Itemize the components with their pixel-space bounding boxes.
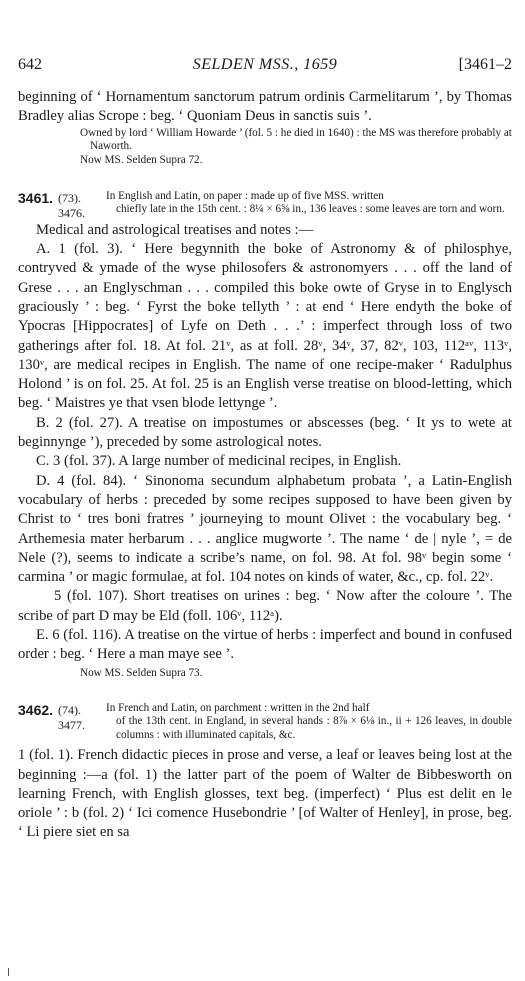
intro-note: Owned by lord ‘ William Howarde ’ (fol. 5 : he died in 1640) : the MS was therefore probably at Naworth. (80, 126, 512, 152)
entry-description (106, 702, 512, 742)
entry-paragraph-d5: 5 (fol. 107). Short treatises on urines : beg. ‘ Now after the coloure ’. The scribe of part D may be Eld (foll. 106ᵛ, 112ᵃ). (18, 588, 512, 624)
page-body (18, 88, 512, 843)
entry-paragraph-d: D. 4 (fol. 84). ‘ Sinonoma secundum alphabetum probata ’, a Latin-English vocabulary of herbs : preceded by some recipes supposed to have been given by Christ to ‘ tres boni fratres ’ journeying to mount Olivet : the vocabulary beg. ‘ Arthemesia mater herbarum . . . anglice mugworte ’. The name ‘ de | nyle ’, = de Nele (?), seems to indicate a scribe’s name, on fol. 98. At fol. 98ᵛ begin some ‘ carmina ’ or magic formulae, at fol. 104 notes on kinds of water, &c., cp. fol. 22ᵛ. (18, 472, 512, 586)
entry-description-cont: of the 13th cent. in England, in several hands : 8⅞ × 6⅛ in., ii + 126 leaves, in double columns : with illuminated capitals, &c. (116, 715, 512, 741)
entry-description (106, 190, 512, 221)
running-title: SELDEN MSS., 1659 (192, 56, 338, 73)
entry-number: 3462. (18, 702, 54, 719)
entry-refs: (73). 3476. (58, 190, 85, 220)
intro-shelfmark: Now MS. Selden Supra 72. (80, 154, 203, 167)
entry-paragraph-b: B. 2 (fol. 27). A treatise on impostumes or abscesses (beg. ‘ It ys to wete at beginnynge ’), preceded by some astrological notes. (18, 414, 512, 451)
entry-heading: Medical and astrological treatises and notes :— (36, 221, 314, 238)
entry-description-first: In French and Latin, on parchment : written in the 2nd half (106, 702, 370, 715)
entry-paragraph-1: 1 (fol. 1). French didactic pieces in prose and verse, a leaf or leaves being lost at the beginning :—a (fol. 1) the latter part of the poem of Walter de Bibbesworth on learning French, with English glosses, text beg. (imperfect) ‘ Plus est delit en le oriole ’ : b (fol. 2) ‘ Ici comence Husebondrie ’ [of Walter of Henley], in prose, beg. ‘ Li piere siet en sa (18, 747, 512, 841)
intro-text: beginning of ‘ Hornamentum sanctorum patrum ordinis Carmelitarum ’, by Thomas Bradley alias Scrope : beg. ‘ Quoniam Deus in sanctis suis ’. (18, 89, 512, 125)
entry-paragraph-e: E. 6 (fol. 116). A treatise on the virtue of herbs : imperfect and bound in confused order : beg. ‘ Here a man maye see ’. (18, 627, 512, 663)
page-header (18, 56, 512, 80)
entry-shelfmark: Now MS. Selden Supra 73. (80, 666, 203, 679)
entry-paragraph-c: C. 3 (fol. 37). A large number of medicinal recipes, in English. (36, 453, 402, 470)
entry-range: [3461–2 (458, 56, 512, 73)
entry-refs: (74). 3477. (58, 703, 85, 733)
entry-number: 3461. (18, 189, 54, 206)
entry-3461 (18, 190, 512, 221)
entry-3462 (18, 702, 512, 742)
entry-description-cont: chiefly late in the 15th cent. : 8¼ × 6⅝ in., 136 leaves : some leaves are torn and worn. (116, 203, 505, 216)
margin-mark (8, 968, 9, 976)
entry-description-first: In English and Latin, on paper : made up of five MSS. written (106, 189, 384, 202)
entry-paragraph-a: A. 1 (fol. 3). ‘ Here begynnith the boke of Astronomy & of philosphye, contryved & ymade of the wyse philosofers & astronomyers . . . off the land of Grese . . . an Englyschman . . . compiled this boke owte of Gryse in to Englysch graciously ’ : beg. ‘ Fyrst the boke tellyth ’ : at end ‘ Here endyth the boke of Ypocras [Hippocrates] of Lyfe on Deth . . .’ : imperfect through loss of two gatherings after fol. 18. At fol. 21ᵛ, as at foll. 28ᵛ, 34ᵛ, 37, 82ᵛ, 103, 112ᵃᵛ, 113ᵛ, 130ᵛ, are medical recipes in English. The name of one recipe-maker ‘ Radulphus Holond ’ is on fol. 25. At fol. 25 is an English verse treatise on blood-letting, which beg. ‘ Maistres ye that vsen blode lettynge ’. (18, 241, 512, 412)
page-number: 642 (18, 56, 42, 73)
